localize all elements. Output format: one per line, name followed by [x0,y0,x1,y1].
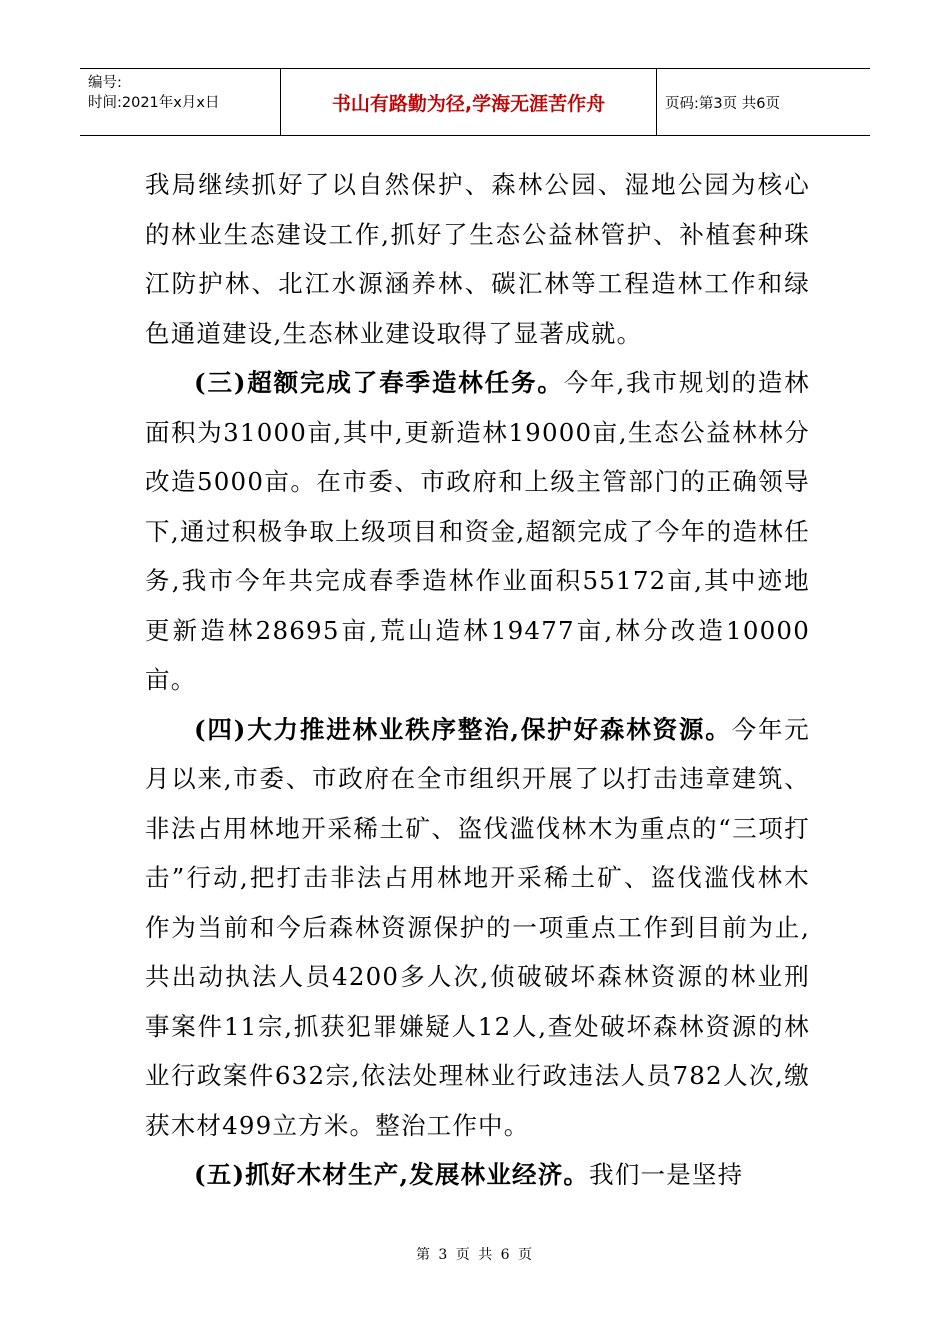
document-time-label: 时间:2021年x月x日 [88,95,220,111]
header-motto: 书山有路勤为径,学海无涯苦作舟 [281,69,657,135]
page-header [80,68,870,136]
paragraph-4 [145,1150,810,1200]
paragraph-3 [145,705,810,1151]
document-number-label: 编号: [88,75,122,91]
header-page-info: 页码:第3页 共6页 [665,95,780,112]
section-heading-3: (三)超额完成了春季造林任务。 [194,368,564,397]
paragraph-2 [145,358,810,705]
header-meta [80,69,281,135]
section-heading-4: (四)大力推进林业秩序整治,保护好森林资源。 [194,714,732,744]
paragraph-text: 今年元月以来,市委、市政府在全市组织开展了以打击违章建筑、非法占用林地开采稀土矿、盗伐滥伐林木为重点的“三项打击”行动,把打击非法占用林地开采稀土矿、盗伐滥伐林木作为当前和今后森林资源保护的一项重点工作到目前为止,共出动执法人员4200多人次,侦破破坏森林资源的林业刑事案件11宗,抓获犯罪嫌疑人12人,查处破坏森林资源的林业行政案件632宗,依法处理林业行政违法人员782人次,缴获木材499立方米。整治工作中。 [145,714,810,1140]
section-heading-5: (五)抓好木材生产,发展林业经济。 [194,1160,590,1189]
document-body [145,160,810,1200]
paragraph-text: 今年,我市规划的造林面积为31000亩,其中,更新造林19000亩,生态公益林林分改造5000亩。在市委、市政府和上级主管部门的正确领导下,通过积极争取上级项目和资金,超额完成了今年的造林任务,我市今年共完成春季造林作业面积55172亩,其中迹地更新造林28695亩,荒山造林19477亩,林分改造10000亩。 [145,368,810,694]
paragraph-text: 我局继续抓好了以自然保护、森林公园、湿地公园为核心的林业生态建设工作,抓好了生态公益林管护、补植套种珠江防护林、北江水源涵养林、碳汇林等工程造林工作和绿色通道建设,生态林业建设取得了显著成就。 [145,170,810,348]
page-footer: 第 3 页 共 6 页 [415,1247,535,1263]
paragraph-text: 我们一是坚持 [589,1160,744,1189]
paragraph-1 [145,160,810,358]
